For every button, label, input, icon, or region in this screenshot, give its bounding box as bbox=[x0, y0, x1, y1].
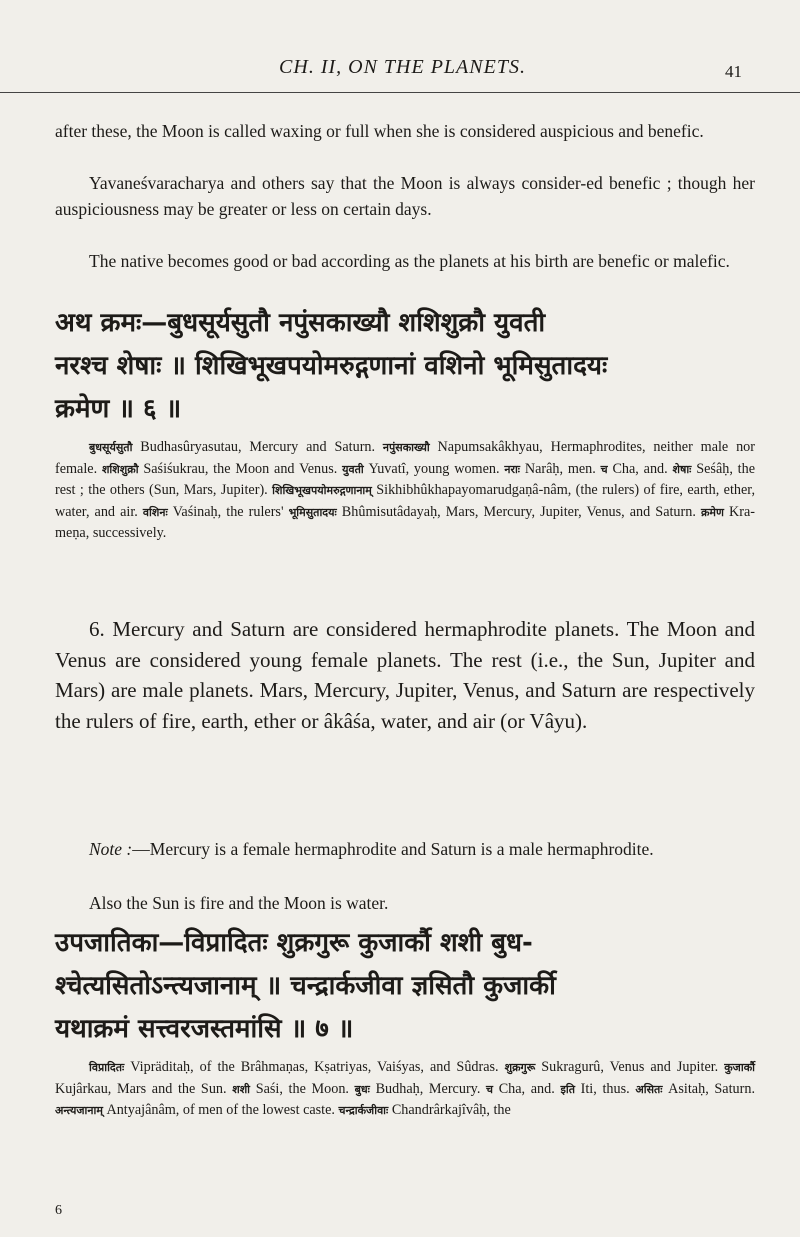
sanskrit-term: अन्त्यजानाम् bbox=[55, 1104, 103, 1117]
gloss-definition: Saśi, the Moon. bbox=[250, 1080, 355, 1097]
gloss-definition: Vipräditaḥ, of the Brâhmaṇas, Kṣatriyas, Vaiśyas, and Sûdras. bbox=[124, 1059, 505, 1075]
gloss-definition: Narâḥ, men. bbox=[520, 460, 601, 477]
verse-6-line-1: अथ क्रमः—बुधसूर्यसुतौ नपुंसकाख्यौ शशिशुक्रौ युवती bbox=[55, 308, 546, 338]
sanskrit-term: विप्रादितः bbox=[89, 1061, 125, 1074]
gloss-definition: Kujârkau, Mars and the Sun. bbox=[55, 1080, 233, 1097]
gloss-definition: Budhasûryasutau, Mercury and Saturn. bbox=[132, 439, 383, 455]
sanskrit-term: शुक्रगुरू bbox=[504, 1061, 536, 1074]
gloss-definition: Chandrârkajîvâḥ, the bbox=[388, 1102, 511, 1118]
sanskrit-term: बुधसूर्यसुतौ bbox=[89, 441, 133, 454]
note-text: —Mercury is a female hermaphrodite and Saturn is a male hermaphrodite. bbox=[132, 839, 654, 859]
sanskrit-term: भूमिसुतादयः bbox=[288, 505, 337, 519]
sanskrit-term: वशिनः bbox=[142, 505, 168, 519]
verse-7-line-3: यथाक्रमं सत्त्वरजस्तमांसि ॥ ७ ॥ bbox=[55, 1014, 354, 1044]
verse-7-line-2: श्चेत्यसितोऽन्त्यजानाम् ॥ चन्द्रार्कजीवा ज्ञसितौ कुजार्की bbox=[55, 971, 556, 1001]
note-paragraph-2: Also the Sun is fire and the Moon is water. bbox=[89, 893, 389, 913]
paragraph-1: after these, the Moon is called waxing or full when she is considered auspicious and benefic. bbox=[55, 121, 704, 141]
gloss-definition: Yuvatî, young women. bbox=[363, 460, 505, 477]
signature-mark: 6 bbox=[55, 1203, 62, 1218]
verse-7-line-1: उपजातिका—विप्रादितः शुक्रगुरू कुजार्कौ शशी बुध- bbox=[55, 928, 533, 958]
sanskrit-term: च bbox=[486, 1082, 494, 1096]
sanskrit-term: शशी bbox=[232, 1082, 251, 1096]
sanskrit-term: शशिशुक्रौ bbox=[101, 462, 139, 476]
verse-6-line-2: नरश्च शेषाः ॥ शिखिभूखपयोमरुद्गणानां वशिनो भूमिसुतादयः bbox=[55, 351, 608, 381]
gloss-definition: Cha, and. bbox=[607, 460, 673, 477]
gloss-definition: Asitaḥ, Saturn. bbox=[662, 1080, 755, 1097]
gloss-definition: Saśiśukrau, the Moon and Venus. bbox=[138, 460, 343, 477]
gloss-definition: Budhaḥ, Mercury. bbox=[369, 1080, 487, 1097]
note-paragraph bbox=[55, 836, 755, 862]
sanskrit-term: शेषाः bbox=[672, 462, 692, 476]
gloss-definition: Napumsakâkhyau, Hermaphrodites, neither male nor female. bbox=[55, 439, 755, 477]
translation-verse-6: 6. Mercury and Saturn are considered hermaphrodite planets. The Moon and Venus are considered young female planets. The rest (i.e., the Sun, Jupiter and Mars) are male planets. Mars, Mercury, Jupiter, Venus, and Saturn are respectively the rulers of fire, earth, ether or âkâśa, water, and air (or Vâyu). bbox=[55, 617, 755, 733]
sanskrit-term: नराः bbox=[504, 462, 521, 476]
gloss-definition: Seśâḥ, the rest ; the others (Sun, Mars, Jupiter). bbox=[55, 460, 756, 498]
page-number: 41 bbox=[725, 62, 742, 81]
gloss-definition: Bhûmisutâdayaḥ, Mars, Mercury, Jupiter, Venus, and Saturn. bbox=[336, 503, 701, 520]
gloss-definition: Kra-meṇa, successively. bbox=[55, 503, 756, 541]
word-gloss-7 bbox=[55, 1057, 755, 1122]
header-rule bbox=[0, 92, 800, 93]
gloss-definition: Sikhibhûkhapayomarudgaṇâ-nâm, (the rulers) of fire, earth, ether, water, and air. bbox=[55, 482, 755, 520]
sanskrit-term: कुजार्कौ bbox=[724, 1061, 755, 1074]
paragraph-2: Yavaneśvaracharya and others say that the Moon is always consider-ed benefic ; though her auspiciousness may be greater or less on certain days. bbox=[55, 173, 755, 219]
sanskrit-term: शिखिभूखपयोमरुद्गणानाम् bbox=[272, 484, 372, 497]
note-label: Note : bbox=[89, 839, 133, 859]
sanskrit-term: च bbox=[600, 462, 608, 476]
sanskrit-term: क्रमेण bbox=[700, 505, 724, 519]
sanskrit-term: असितः bbox=[635, 1082, 663, 1096]
word-gloss-6 bbox=[55, 437, 755, 545]
gloss-definition: Vaśinaḥ, the rulers' bbox=[167, 503, 289, 520]
sanskrit-term: चन्द्रार्कजीवाः bbox=[338, 1104, 389, 1117]
sanskrit-term: इति bbox=[560, 1082, 575, 1096]
gloss-definition: Cha, and. bbox=[493, 1080, 561, 1097]
sanskrit-verse-7 bbox=[55, 922, 755, 1051]
paragraph-3: The native becomes good or bad according as the planets at his birth are benefic or malefic. bbox=[89, 251, 730, 271]
gloss-definition: Sukragurû, Venus and Jupiter. bbox=[535, 1059, 725, 1075]
running-header: CH. II, ON THE PLANETS. bbox=[279, 56, 526, 78]
sanskrit-term: नपुंसकाख्यौ bbox=[382, 441, 430, 454]
gloss-definition: Antyajânâm, of men of the lowest caste. bbox=[102, 1102, 339, 1118]
sanskrit-term: युवती bbox=[342, 462, 364, 476]
sanskrit-term: बुधः bbox=[354, 1082, 370, 1096]
verse-6-line-3: क्रमेण ॥ ६ ॥ bbox=[55, 394, 182, 424]
sanskrit-verse-6 bbox=[55, 302, 755, 431]
gloss-definition: Iti, thus. bbox=[574, 1080, 636, 1097]
